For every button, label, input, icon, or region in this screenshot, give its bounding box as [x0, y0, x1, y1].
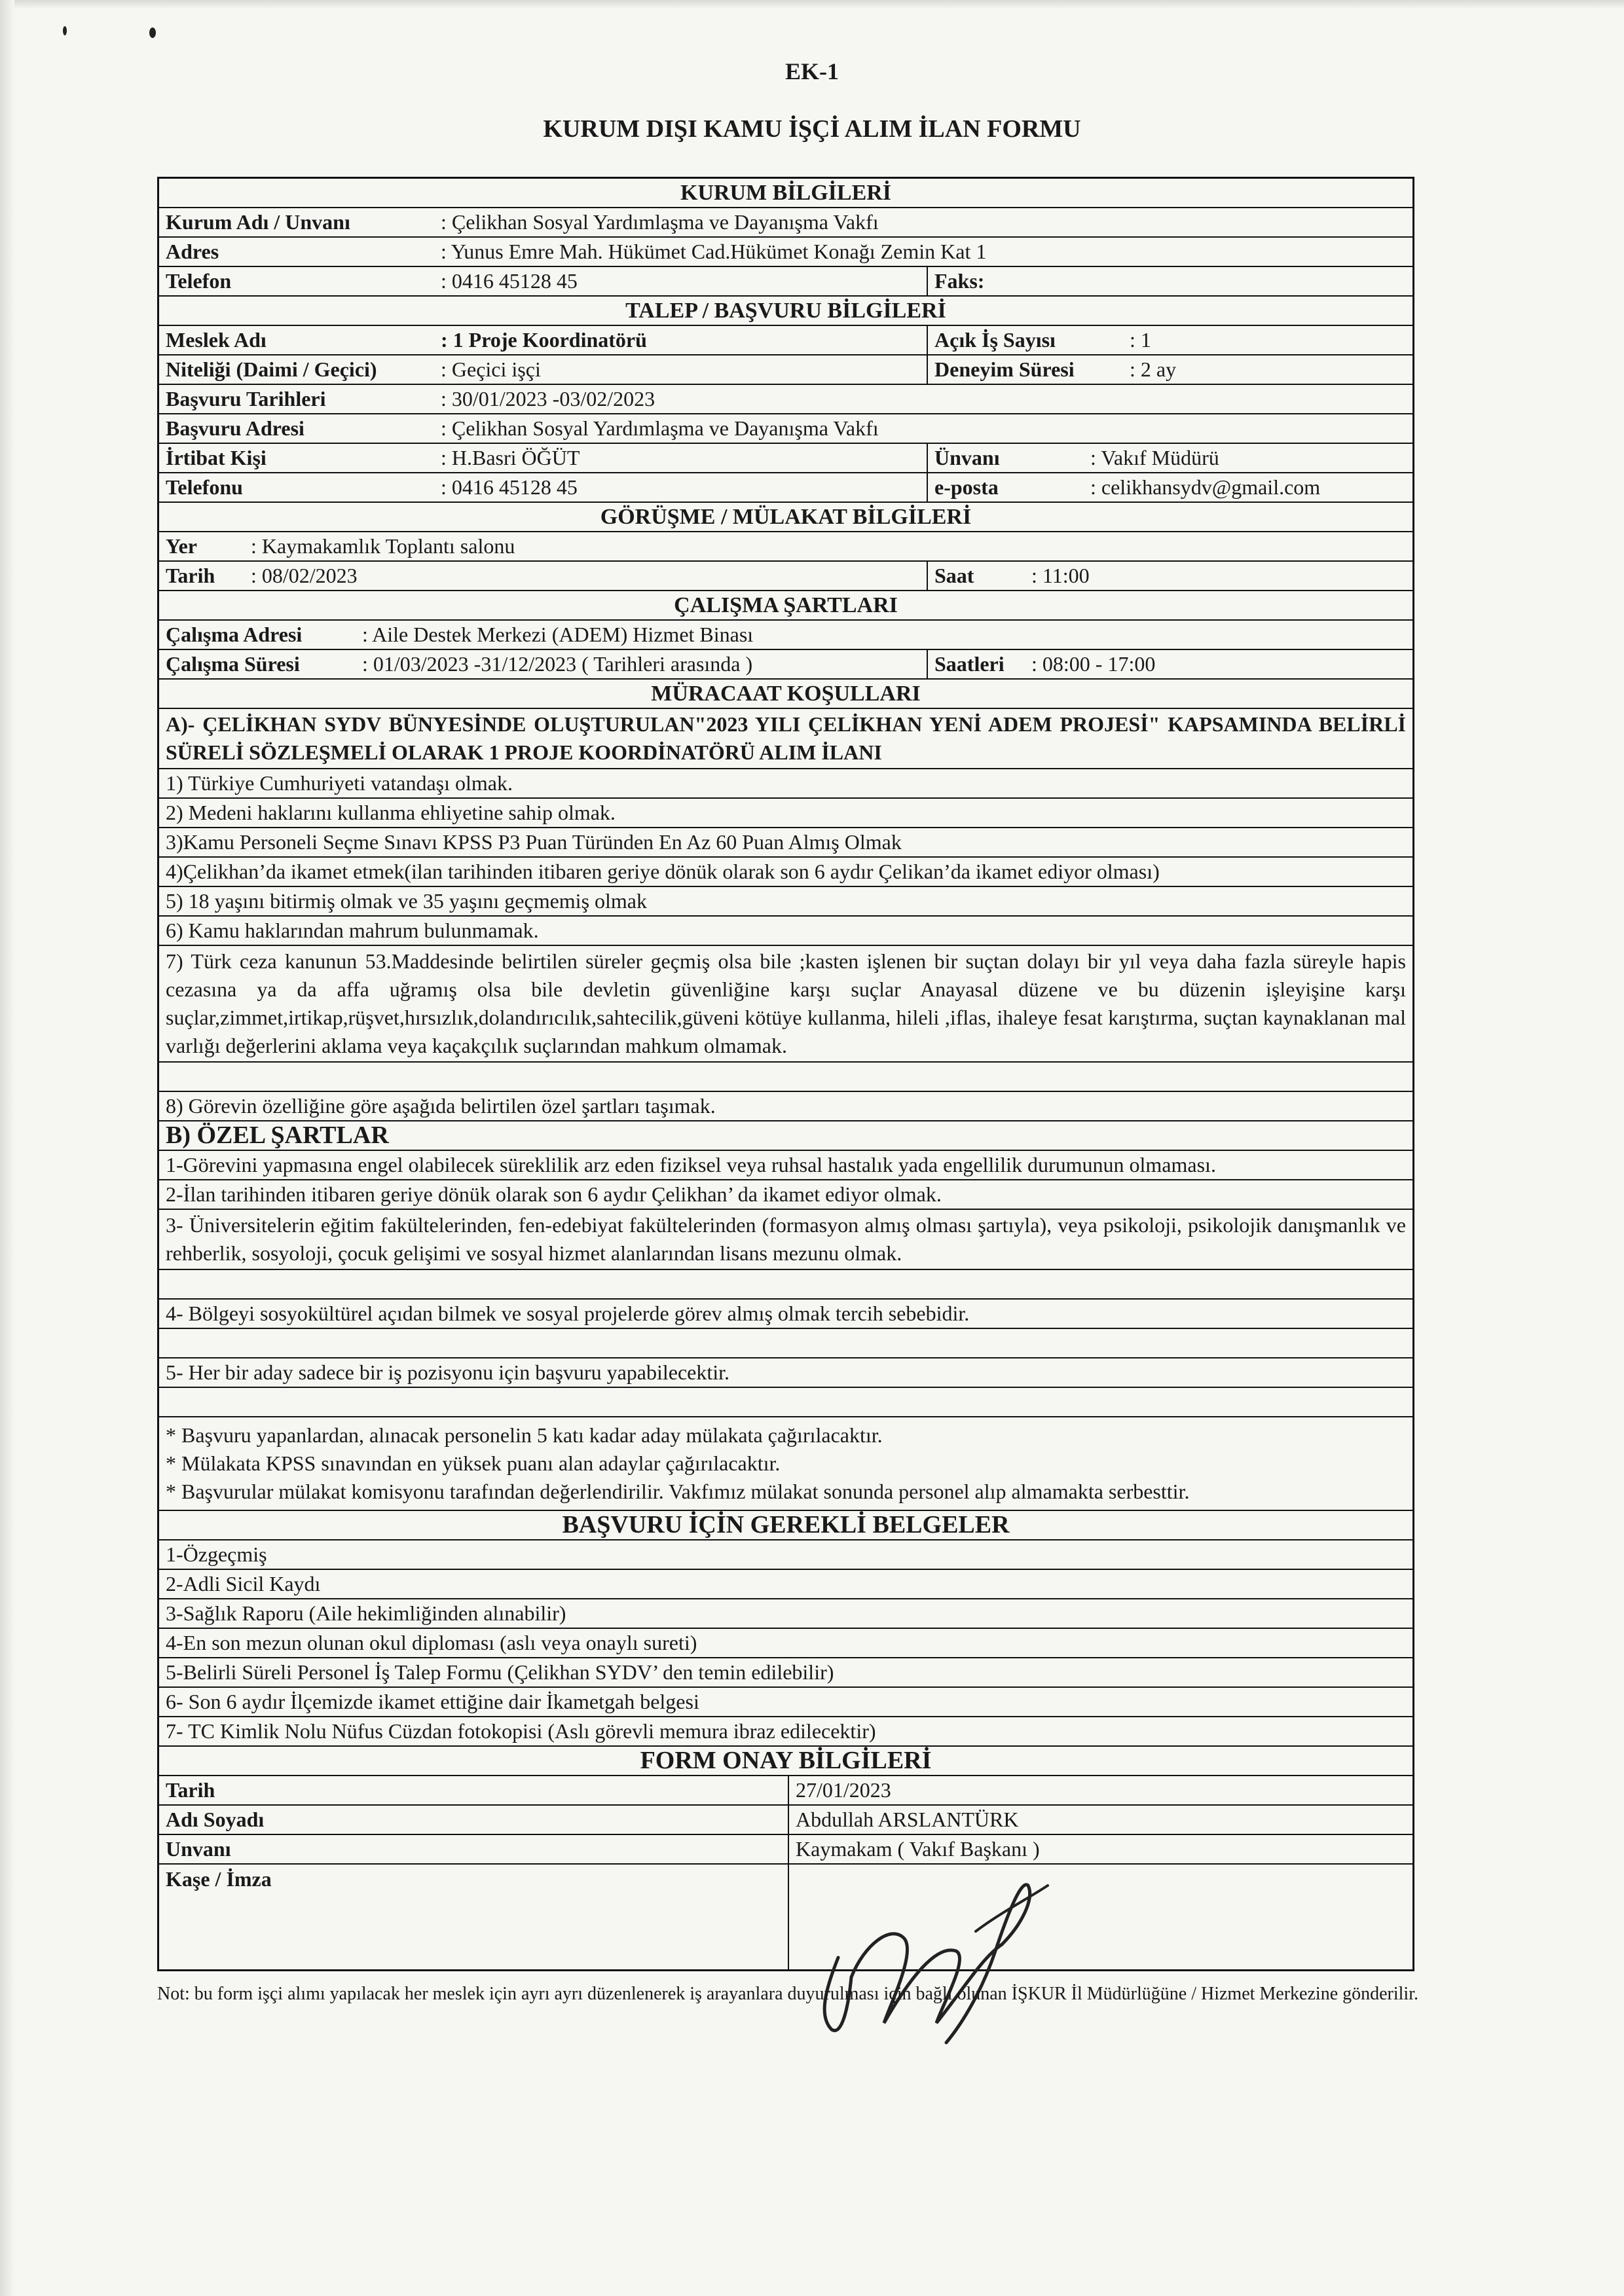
special-condition-item: 1-Görevini yapmasına engel olabilecek süreklilik arz eden fiziksel veya ruhsal hastalık yada engellilik durumunun olmaması. [159, 1151, 1412, 1180]
empty-row [159, 1270, 1412, 1300]
section-header-onay: FORM ONAY BİLGİLERİ [159, 1747, 1412, 1776]
empty-row [159, 1329, 1412, 1358]
label-irtibat: İrtibat Kişi [166, 446, 267, 469]
value-telefon: : 0416 45128 45 [441, 269, 578, 293]
row-yer [159, 532, 1412, 562]
label-saat: Saat [927, 562, 1025, 590]
row-onay-unvan [159, 1835, 1412, 1865]
document-item: 5-Belirli Süreli Personel İş Talep Formu (Çelikhan SYDV’ den temin edilebilir) [159, 1658, 1412, 1688]
document-item: 3-Sağlık Raporu (Aile hekimliğinden alınabilir) [159, 1599, 1412, 1629]
row-irtibat [159, 444, 1412, 473]
scan-speck [63, 26, 67, 35]
row-basvuru-adresi [159, 414, 1412, 444]
notes-block [159, 1417, 1412, 1510]
row-calisma-adresi [159, 621, 1412, 650]
requirement-item: 6) Kamu haklarından mahrum bulunmamak. [159, 917, 1412, 946]
note-item: * Mülakata KPSS sınavından en yüksek puanı alan adaylar çağırılacaktır. [166, 1451, 781, 1475]
row-meslek [159, 326, 1412, 355]
document-item: 6- Son 6 aydır İlçemizde ikamet ettiğine dair İkametgah belgesi [159, 1688, 1412, 1717]
label-unvan: Ünvanı [927, 444, 1084, 472]
label-calisma-suresi: Çalışma Süresi [166, 652, 300, 676]
label-meslek: Meslek Adı [166, 328, 267, 352]
label-yer: Yer [166, 534, 197, 558]
value-calisma-suresi: : 01/03/2023 -31/12/2023 ( Tarihleri arasında ) [362, 652, 753, 676]
label-mulakat-tarih: Tarih [166, 564, 215, 587]
value-nitelik: : Geçici işçi [441, 357, 541, 381]
label-nitelik: Niteliği (Daimi / Geçici) [166, 357, 377, 381]
announcement-form [157, 177, 1414, 1971]
special-condition-item: 3- Üniversitelerin eğitim fakültelerinden, fen-edebiyat fakültelerinden (formasyon almış olması şartıyla), veya psikoloji, psikolojik danışmanlık ve rehberlik, sosyoloji, çocuk gelişimi ve sosyal hizmet alanlarından lisans mezunu olmak. [159, 1210, 1412, 1270]
row-irtibat-telefon [159, 473, 1412, 503]
special-condition-item: 5- Her bir aday sadece bir iş pozisyonu için başvuru yapabilecektir. [159, 1358, 1412, 1388]
scan-speck [149, 27, 156, 38]
label-eposta: e-posta [927, 473, 1084, 501]
row-nitelik [159, 355, 1412, 385]
scan-edge-top [0, 0, 1624, 9]
value-yer: : Kaymakamlık Toplantı salonu [251, 534, 515, 558]
empty-row [159, 1063, 1412, 1092]
requirement-item: 2) Medeni haklarını kullanma ehliyetine sahip olmak. [159, 799, 1412, 828]
label-onay-ad: Adı Soyadı [166, 1808, 265, 1831]
section-header-kurum: KURUM BİLGİLERİ [159, 179, 1412, 208]
section-header-talep: TALEP / BAŞVURU BİLGİLERİ [159, 297, 1412, 326]
footer-note: Not: bu form işçi alımı yapılacak her meslek için ayrı ayrı düzenlenerek iş arayanlara duyurulması için bağlı olunan İŞKUR İl Müdürlüğüne / Hizmet Merkezine gönderilir. [157, 1984, 1418, 2004]
section-header-gorusme: GÖRÜŞME / MÜLAKAT BİLGİLERİ [159, 503, 1412, 532]
label-basvuru-adresi: Başvuru Adresi [166, 416, 304, 440]
label-telefon: Telefon [166, 269, 232, 293]
requirement-item: 1) Türkiye Cumhuriyeti vatandaşı olmak. [159, 769, 1412, 799]
label-saatleri: Saatleri [927, 650, 1025, 678]
value-kurum-adi: : Çelikhan Sosyal Yardımlaşma ve Dayanışma Vakfı [441, 210, 879, 234]
label-onay-tarih: Tarih [166, 1778, 215, 1802]
value-basvuru-adresi: : Çelikhan Sosyal Yardımlaşma ve Dayanışma Vakfı [441, 416, 879, 440]
value-unvan: : Vakıf Müdürü [1090, 446, 1219, 469]
label-basvuru-tarihleri: Başvuru Tarihleri [166, 387, 326, 410]
note-item: * Başvuru yapanlardan, alınacak personelin 5 katı kadar aday mülakata çağırılacaktır. [166, 1423, 883, 1447]
label-kase-imza: Kaşe / İmza [166, 1867, 272, 1891]
document-item: 2-Adli Sicil Kaydı [159, 1570, 1412, 1599]
document-item: 1-Özgeçmiş [159, 1540, 1412, 1570]
requirement-item: 3)Kamu Personeli Seçme Sınavı KPSS P3 Puan Türünden En Az 60 Puan Almış Olmak [159, 828, 1412, 858]
row-heading-a [159, 709, 1412, 769]
value-onay-tarih: 27/01/2023 [788, 1776, 1412, 1804]
document-title: KURUM DIŞI KAMU İŞÇİ ALIM İLAN FORMU [543, 115, 1081, 143]
row-basvuru-tarihleri [159, 385, 1412, 414]
value-deneyim: : 2 ay [1130, 357, 1177, 381]
document-code: EK-1 [784, 58, 839, 84]
row-notes [159, 1417, 1412, 1511]
empty-row [159, 1388, 1412, 1417]
label-onay-unvan: Unvanı [166, 1837, 231, 1861]
row-ozel-heading [159, 1121, 1412, 1151]
value-adres: : Yunus Emre Mah. Hükümet Cad.Hükümet Konağı Zemin Kat 1 [441, 240, 987, 263]
document-item: 4-En son mezun olunan okul diploması (aslı veya onaylı sureti) [159, 1629, 1412, 1658]
muracaat-heading-a: A)- ÇELİKHAN SYDV BÜNYESİNDE OLUŞTURULAN"2023 YILI ÇELİKHAN YENİ ADEM PROJESİ" KAPSAMINDA BELİRLİ SÜRELİ SÖZLEŞMELİ OLARAK 1 PROJE KOORDİNATÖRÜ ALIM İLANI [166, 712, 1406, 764]
value-saat: : 11:00 [1031, 564, 1090, 587]
value-mulakat-tarih: : 08/02/2023 [251, 564, 358, 587]
row-calisma-suresi [159, 650, 1412, 680]
row-kase-imza [159, 1865, 1412, 1969]
value-saatleri: : 08:00 - 17:00 [1031, 652, 1156, 676]
value-irtibat-telefon: : 0416 45128 45 [441, 475, 578, 499]
document-item: 7- TC Kimlik Nolu Nüfus Cüzdan fotokopisi (Aslı görevli memura ibraz edilecektir) [159, 1717, 1412, 1747]
label-kurum-adi: Kurum Adı / Unvanı [166, 210, 350, 234]
section-header-muracaat: MÜRACAAT KOŞULLARI [159, 680, 1412, 709]
value-onay-unvan: Kaymakam ( Vakıf Başkanı ) [788, 1835, 1412, 1863]
requirement-item: 7) Türk ceza kanunun 53.Maddesinde belirtilen süreler geçmiş olsa bile ;kasten işlenen bir suçtan dolayı bir yıl veya daha fazla süreyle hapis cezasına ya da affa uğramış olsa bile devletin güvenliğine karşı suçlar Anayasal düzene ve bu düzenin işleyişine karşı suçlar,zimmet,irtikap,rüşvet,hırsızlık,dolandırıcılık,sahtecilik,güveni kötüye kullanma, hileli ,iflas, ihaleye fesat karıştırma, suçtan kaynaklanan mal varlığı değerlerini aklama veya kaçakçılık suçlarından mahkum olmamak. [159, 946, 1412, 1063]
row-adres [159, 238, 1412, 267]
label-acik-is: Açık İş Sayısı [927, 326, 1123, 354]
value-basvuru-tarihleri: : 30/01/2023 -03/02/2023 [441, 387, 655, 410]
value-calisma-adresi: : Aile Destek Merkezi (ADEM) Hizmet Binası [362, 623, 754, 646]
label-calisma-adresi: Çalışma Adresi [166, 623, 303, 646]
scan-edge-left [0, 0, 14, 2296]
section-header-belgeler: BAŞVURU İÇİN GEREKLİ BELGELER [159, 1511, 1412, 1540]
row-mulakat-tarih [159, 562, 1412, 591]
label-adres: Adres [166, 240, 219, 263]
requirement-item: 5) 18 yaşını bitirmiş olmak ve 35 yaşını geçmemiş olmak [159, 887, 1412, 917]
value-irtibat: : H.Basri ÖĞÜT [441, 446, 580, 469]
requirement-item: 4)Çelikhan’da ikamet etmek(ilan tarihinden itibaren geriye dönük olarak son 6 aydır Çelikan’da ikamet ediyor olması) [159, 858, 1412, 887]
value-eposta: : celikhansydv@gmail.com [1090, 475, 1321, 499]
note-item: * Başvurular mülakat komisyonu tarafından değerlendirilir. Vakfımız mülakat sonunda personel alıp almamakta serbesttir. [166, 1480, 1190, 1503]
row-telefon [159, 267, 1412, 297]
value-meslek: : 1 Proje Koordinatörü [441, 328, 647, 352]
value-onay-ad: Abdullah ARSLANTÜRK [788, 1806, 1412, 1834]
handwritten-signature [812, 1859, 1087, 2049]
ozel-sartlar-heading: B) ÖZEL ŞARTLAR [166, 1121, 389, 1149]
row-onay-ad [159, 1806, 1412, 1835]
label-deneyim: Deneyim Süresi [927, 355, 1123, 384]
requirement-item: 8) Görevin özelliğine göre aşağıda belirtilen özel şartları taşımak. [159, 1092, 1412, 1121]
label-irtibat-telefon: Telefonu [166, 475, 243, 499]
row-onay-tarih [159, 1776, 1412, 1806]
row-kurum-adi [159, 208, 1412, 238]
special-condition-item: 4- Bölgeyi sosyokültürel açıdan bilmek ve sosyal projelerde görev almış olmak tercih sebebidir. [159, 1300, 1412, 1329]
special-condition-item: 2-İlan tarihinden itibaren geriye dönük olarak son 6 aydır Çelikhan’ da ikamet ediyor olmak. [159, 1180, 1412, 1210]
label-faks: Faks: [927, 267, 1412, 295]
section-header-calisma: ÇALIŞMA ŞARTLARI [159, 591, 1412, 621]
value-acik-is: : 1 [1130, 328, 1151, 352]
